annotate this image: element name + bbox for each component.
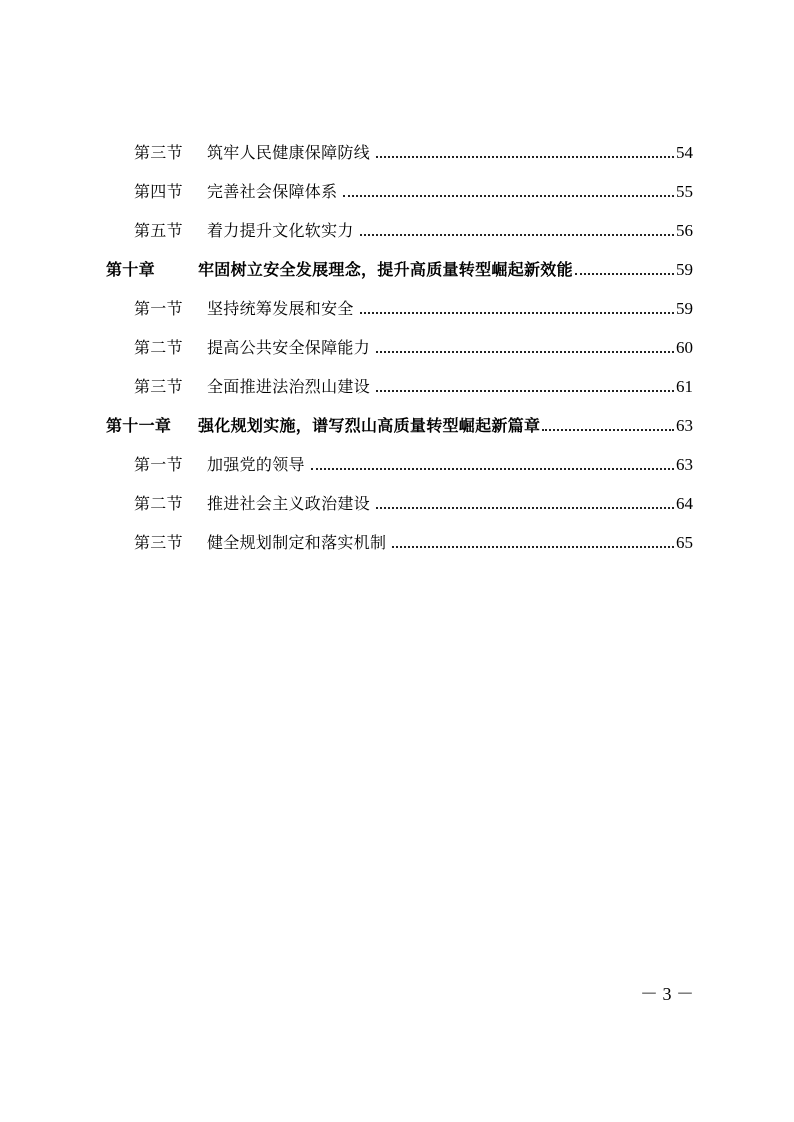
toc-entry-page: 61 (676, 377, 693, 396)
toc-entry-number: 第四节 (134, 182, 183, 201)
toc-entry-title: 全面推进法治烈山建设 (207, 377, 371, 396)
page-number: － 3 － (640, 984, 694, 1004)
toc-entry[interactable] (134, 328, 693, 358)
toc-entry-label (106, 260, 573, 280)
toc-entry-title: 牢固树立安全发展理念，提升高质量转型崛起新效能 (198, 260, 573, 279)
toc-entry-number: 第十一章 (106, 416, 172, 435)
toc-entry-page: 63 (676, 416, 693, 435)
toc-entry-number: 第三节 (134, 533, 183, 552)
toc-chapter-entry[interactable] (106, 250, 693, 280)
dot-leader (376, 390, 674, 392)
toc-entry-page: 54 (676, 143, 693, 162)
toc-entry[interactable] (134, 484, 693, 514)
toc-entry[interactable] (134, 133, 693, 163)
toc-entry-label (134, 377, 370, 397)
toc-entry-title: 完善社会保障体系 (207, 182, 338, 201)
toc-entry-page: 64 (676, 494, 693, 513)
toc-entry-title: 推进社会主义政治建设 (207, 494, 371, 513)
toc-entry-title: 强化规划实施，谱写烈山高质量转型崛起新篇章 (198, 416, 541, 435)
toc-entry[interactable] (134, 523, 693, 553)
toc-entry-label (134, 182, 337, 202)
toc-entry-number: 第十章 (106, 260, 155, 279)
toc-entry-number: 第二节 (134, 338, 183, 357)
toc-entry-title: 坚持统筹发展和安全 (207, 299, 354, 318)
dot-leader (542, 429, 674, 431)
dot-leader (392, 546, 674, 548)
toc-entry-page: 59 (676, 299, 693, 318)
dot-leader (376, 507, 674, 509)
dot-leader (311, 468, 674, 470)
toc-entry-label (134, 533, 386, 553)
dot-leader (343, 195, 674, 197)
toc-entry[interactable] (134, 367, 693, 397)
toc-entry-title: 加强党的领导 (207, 455, 305, 474)
toc-entry-title: 着力提升文化软实力 (207, 221, 354, 240)
toc-entry-number: 第一节 (134, 299, 183, 318)
toc-entry-label (134, 221, 354, 241)
toc-entry[interactable] (134, 289, 693, 319)
toc-entry[interactable] (134, 172, 693, 202)
toc-entry-number: 第三节 (134, 377, 183, 396)
toc-entry-page: 60 (676, 338, 693, 357)
toc-entry-label (134, 494, 370, 514)
toc-chapter-entry[interactable] (106, 406, 693, 436)
toc-entry-page: 56 (676, 221, 693, 240)
toc-entry-page: 59 (676, 260, 693, 279)
toc-entry-number: 第二节 (134, 494, 183, 513)
toc-entry-title: 提高公共安全保障能力 (207, 338, 371, 357)
toc-entry-number: 第三节 (134, 143, 183, 162)
toc-entry-page: 55 (676, 182, 693, 201)
toc-entry-title: 筑牢人民健康保障防线 (207, 143, 371, 162)
toc-entry-label (134, 455, 305, 475)
toc-entry-page: 63 (676, 455, 693, 474)
toc-entry-label (134, 338, 370, 358)
toc-entry-label (134, 299, 354, 319)
toc-entry-title: 健全规划制定和落实机制 (207, 533, 387, 552)
dot-leader (376, 351, 674, 353)
toc-entry-number: 第五节 (134, 221, 183, 240)
toc-entry[interactable] (134, 211, 693, 241)
toc-entry-label (134, 143, 370, 163)
toc-entry[interactable] (134, 445, 693, 475)
toc-entry-label (106, 416, 540, 436)
dot-leader (360, 234, 674, 236)
dot-leader (376, 156, 674, 158)
toc-entry-page: 65 (676, 533, 693, 552)
dot-leader (360, 312, 674, 314)
toc-entry-number: 第一节 (134, 455, 183, 474)
dot-leader (575, 273, 674, 275)
